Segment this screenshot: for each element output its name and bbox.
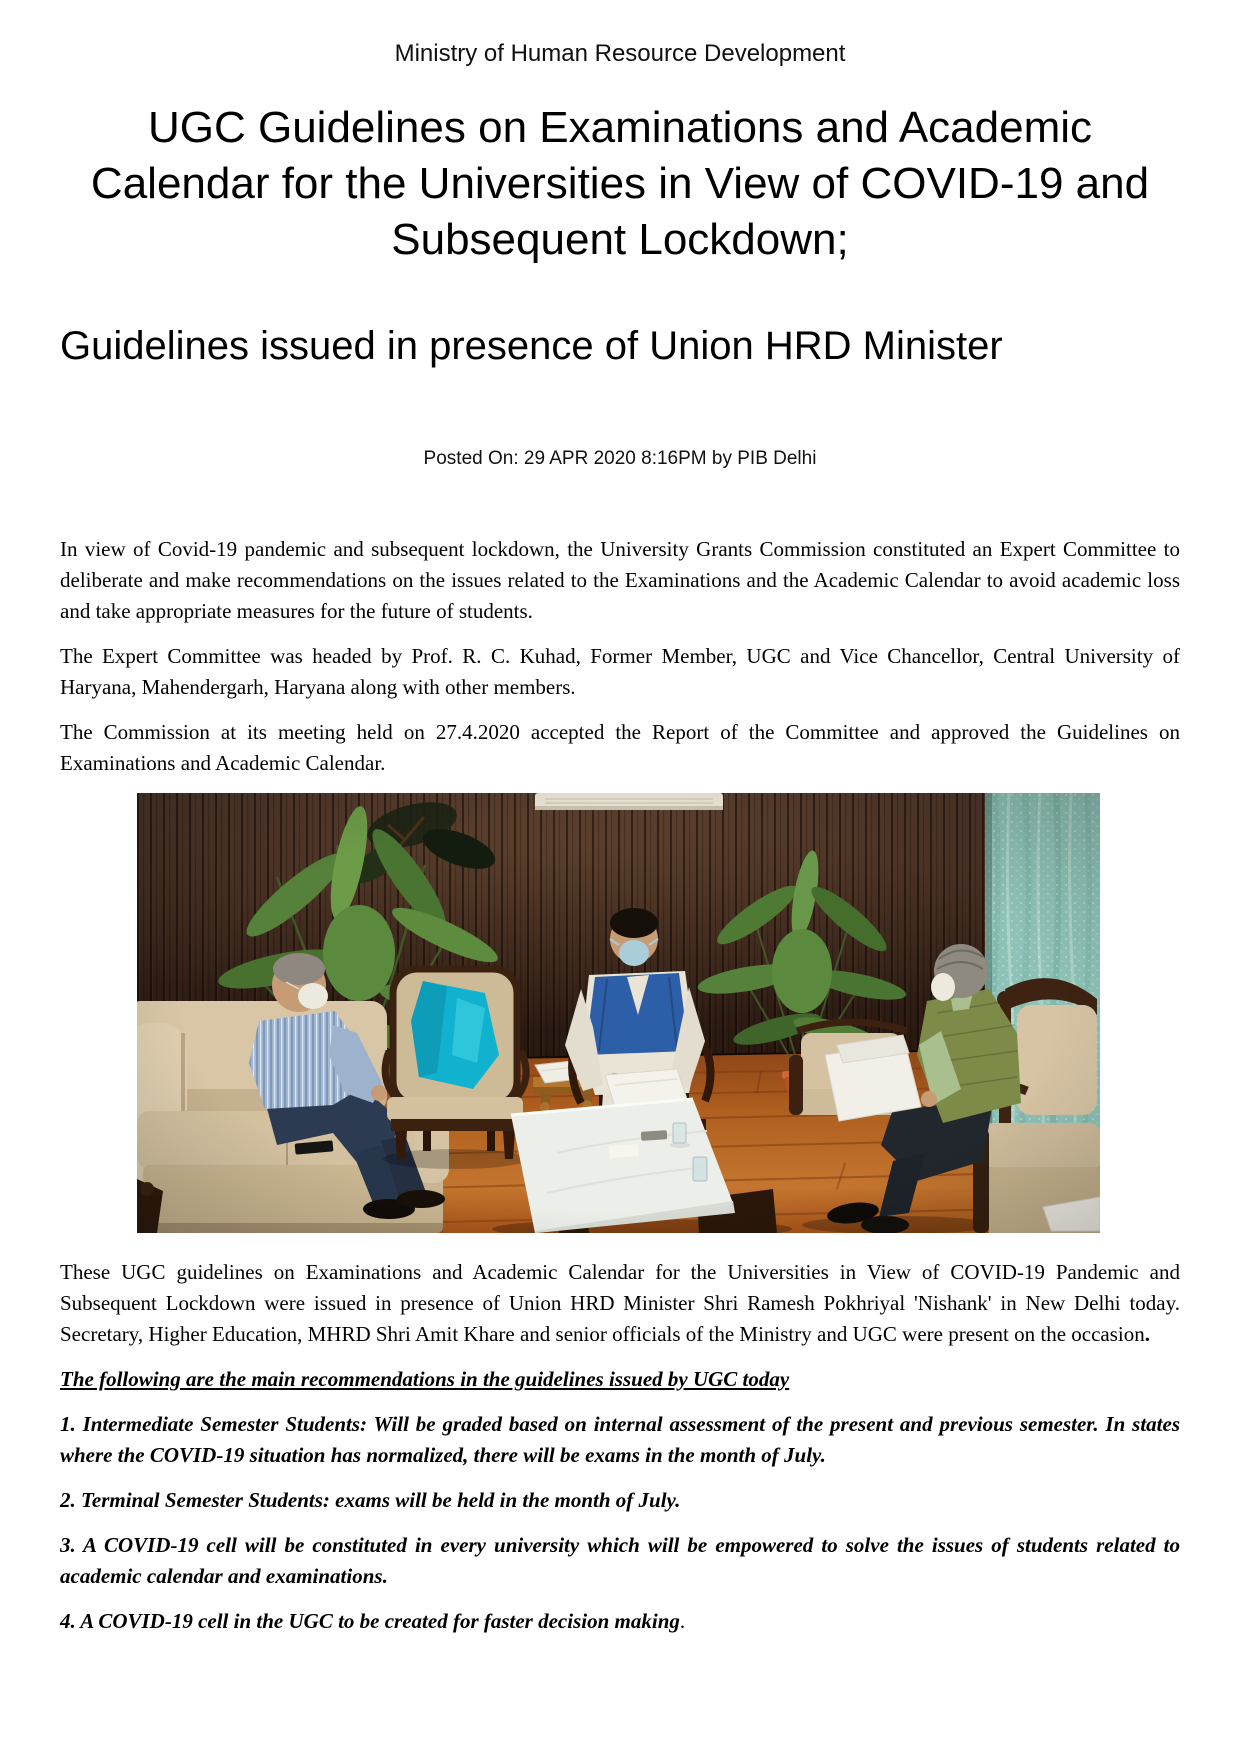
recommendation-item: 1. Intermediate Semester Students: Will be graded based on internal assessment of the present and previous semester. In states where the COVID-19 situation has normalized, there will be exams in the month of July. bbox=[60, 1412, 1180, 1467]
recommendation-text: 4. A COVID-19 cell in the UGC to be created for faster decision making bbox=[60, 1609, 680, 1633]
paragraph: In view of Covid-19 pandemic and subsequent lockdown, the University Grants Commission constituted an Expert Committee to deliberate and make recommendations on the issues related to the Examinations and the Academic Calendar to avoid academic loss and take appropriate measures for the future of students. bbox=[60, 537, 1180, 623]
page-title: UGC Guidelines on Examinations and Academic Calendar for the Universities in View of COVID-19 and Subsequent Lockdown; bbox=[90, 103, 1150, 264]
recommendations-heading: The following are the main recommendations in the guidelines issued by UGC today bbox=[60, 1367, 790, 1391]
meeting-photo bbox=[137, 793, 1100, 1233]
article-body bbox=[60, 534, 1180, 1637]
sentence-end-period: . bbox=[679, 1609, 686, 1633]
posted-on: Posted On: 29 APR 2020 8:16PM by PIB Delhi bbox=[423, 448, 817, 469]
ministry-line: Ministry of Human Resource Development bbox=[394, 40, 846, 67]
recommendation-item: 3. A COVID-19 cell will be constituted in every university which will be empowered to solve the issues of students related to academic calendar and examinations. bbox=[60, 1533, 1180, 1588]
recommendation-item: 2. Terminal Semester Students: exams will be held in the month of July. bbox=[60, 1488, 681, 1512]
photo-vignette bbox=[137, 793, 1100, 1233]
recommendation-item bbox=[60, 1606, 1180, 1637]
paragraph: The Commission at its meeting held on 27.4.2020 accepted the Report of the Committee and approved the Guidelines on Examinations and Academic Calendar. bbox=[60, 720, 1180, 775]
paragraph bbox=[60, 1257, 1180, 1350]
paragraph: The Expert Committee was headed by Prof. R. C. Kuhad, Former Member, UGC and Vice Chancellor, Central University of Haryana, Mahendergarh, Haryana along with other members. bbox=[60, 644, 1180, 699]
paragraph-text: These UGC guidelines on Examinations and Academic Calendar for the Universities in View of COVID-19 Pandemic and Subsequent Lockdown were issued in presence of Union HRD Minister Shri Ramesh Pokhriyal 'Nishank' in New Delhi today. Secretary, Higher Education, MHRD Shri Amit Khare and senior officials of the Ministry and UGC were present on the occasion bbox=[60, 1260, 1180, 1346]
subtitle: Guidelines issued in presence of Union HRD Minister bbox=[60, 324, 1003, 368]
sentence-end-period: . bbox=[1144, 1322, 1150, 1346]
